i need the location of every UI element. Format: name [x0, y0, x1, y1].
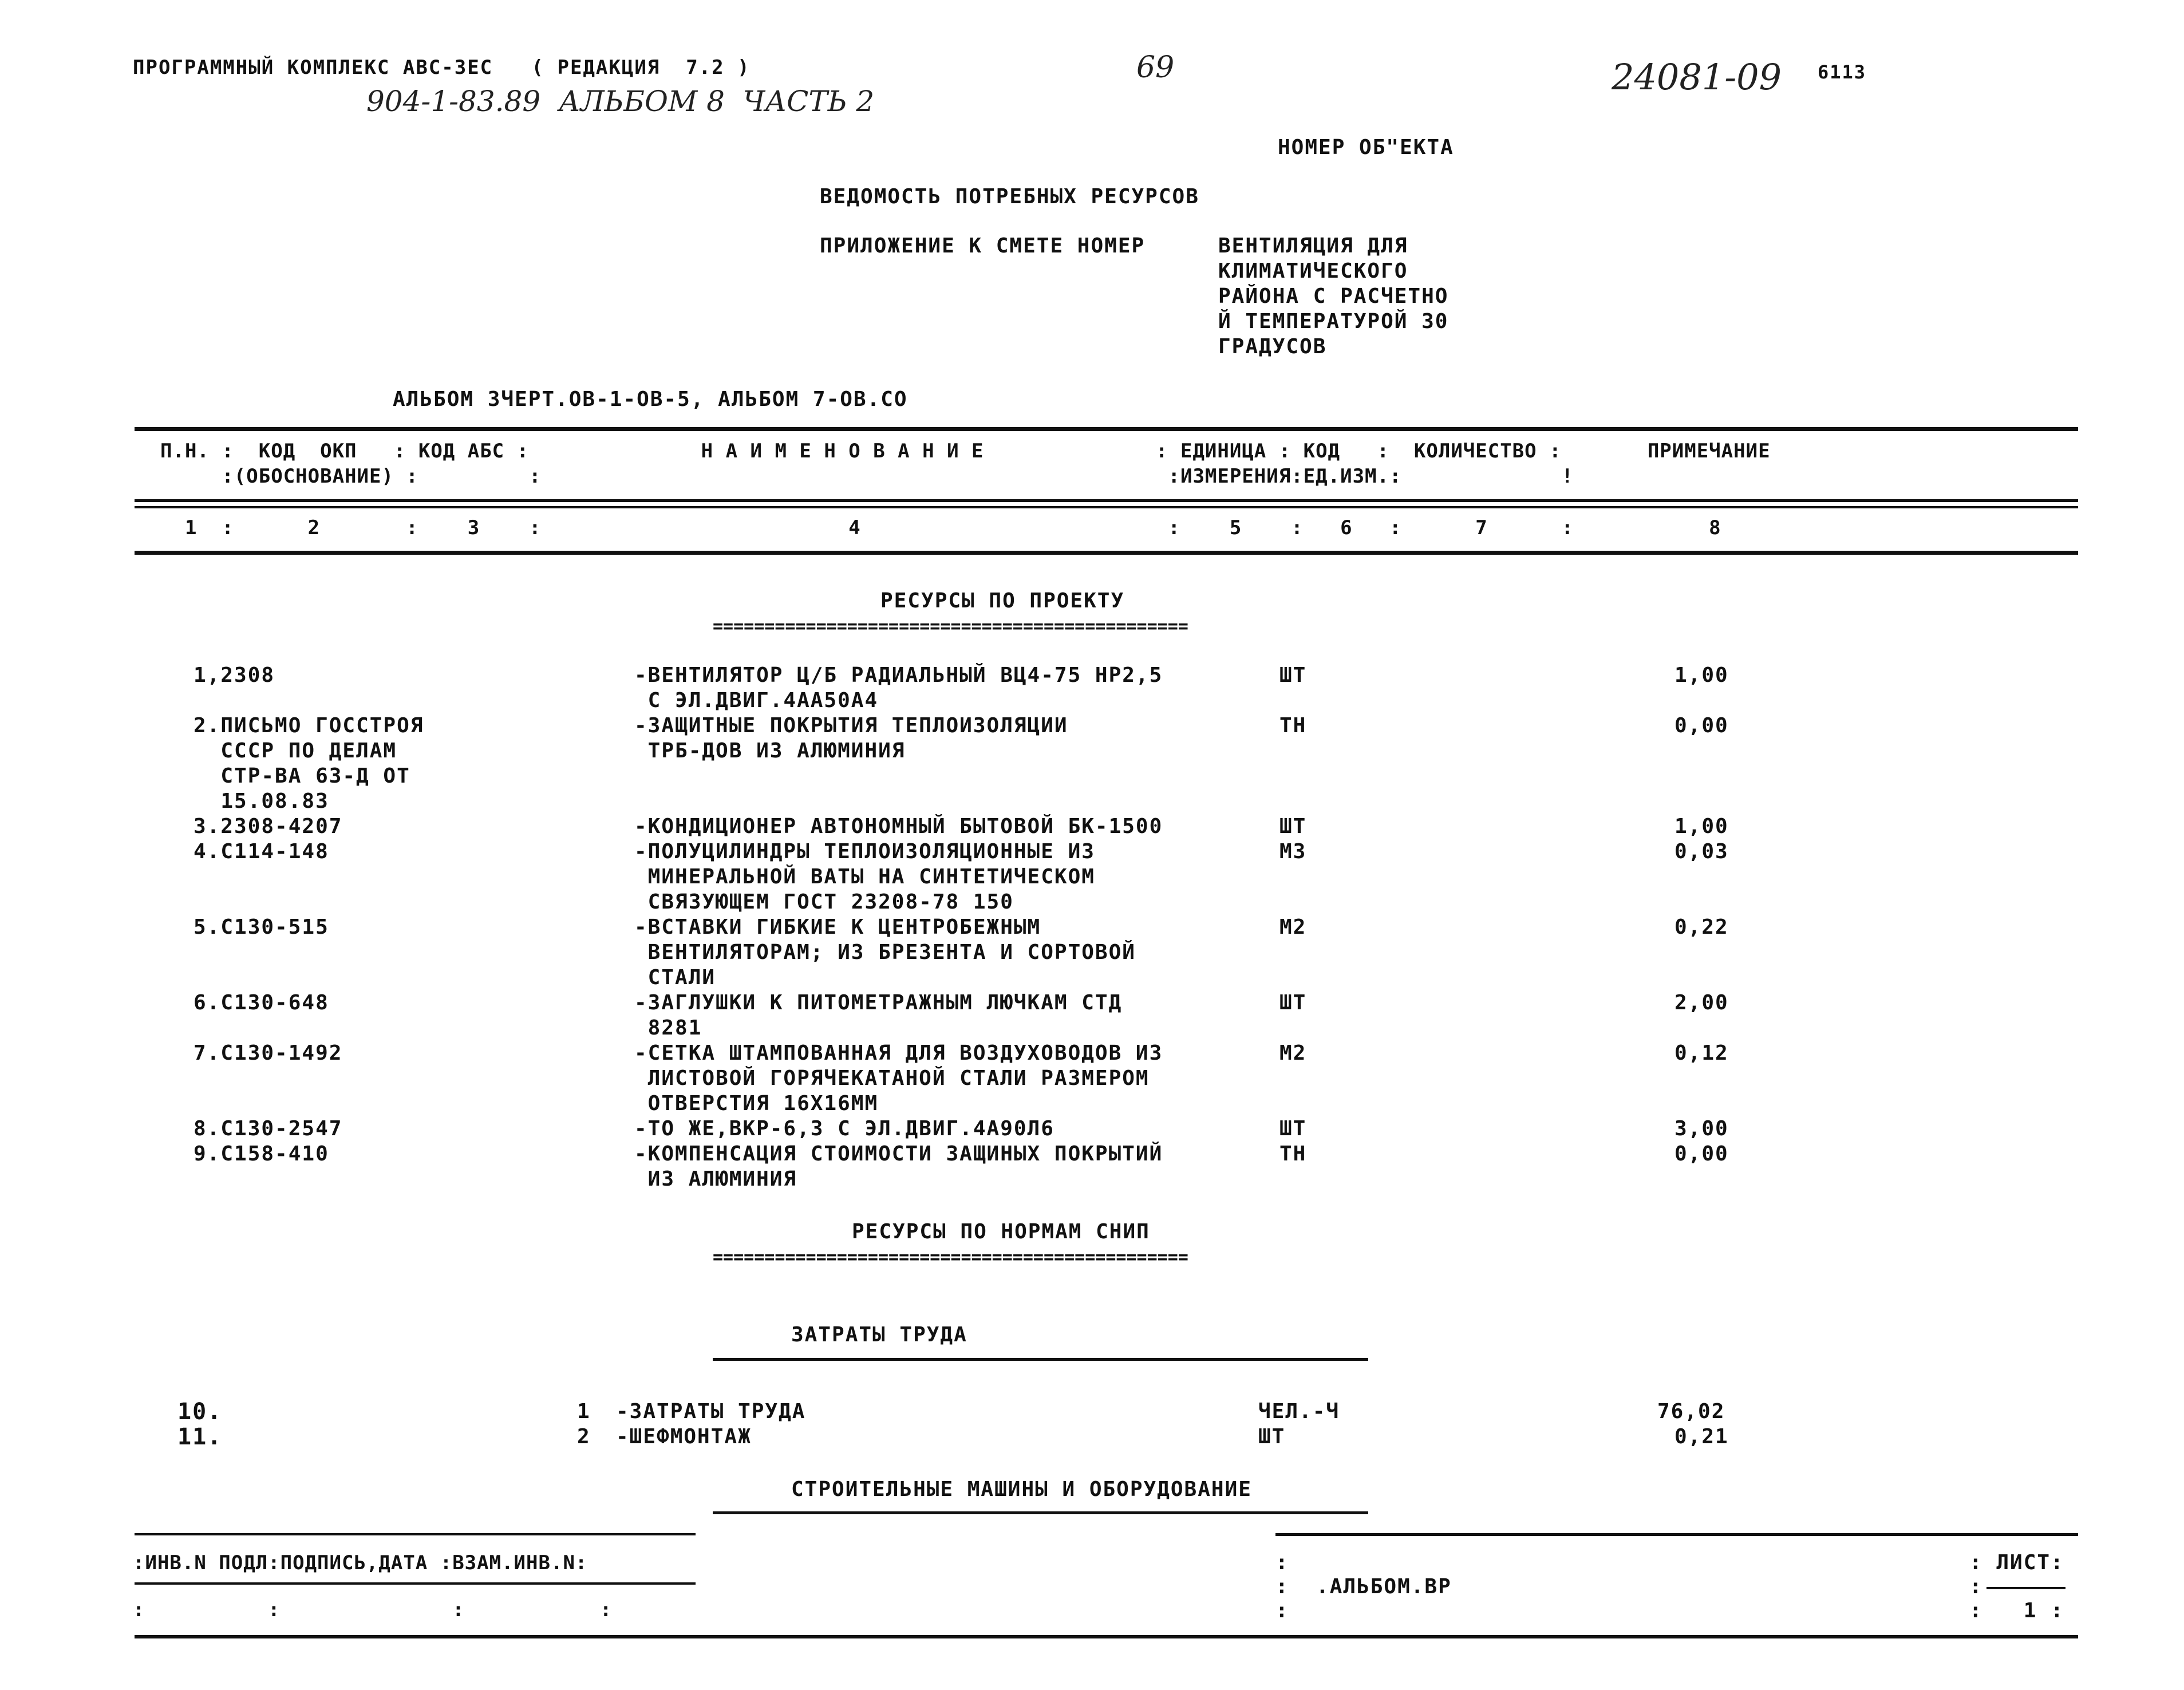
labor-row-1-unit: ЧЕЛ.-Ч	[1258, 1400, 1340, 1423]
row-1-qty: 1,00	[1674, 664, 1729, 687]
row-5-code: 5.С130-515	[193, 915, 329, 939]
labor-row-1-abs: 1	[577, 1400, 591, 1423]
footer-signature-cells: : : : :	[133, 1598, 613, 1621]
row-7-qty: 0,12	[1674, 1041, 1729, 1065]
row-2-name-line-1: -ЗАЩИТНЫЕ ПОКРЫТИЯ ТЕПЛОИЗОЛЯЦИИ	[634, 714, 1068, 737]
handwritten-series: 904-1-83.89 АЛЬБОМ 8 ЧАСТЬ 2	[366, 85, 875, 118]
program-header: ПРОГРАММНЫЙ КОМПЛЕКС АВС-3ЕС ( РЕДАКЦИЯ 7.2 )	[133, 56, 751, 79]
row-1-code: 1,2308	[193, 664, 275, 687]
table-header-rule-2	[135, 506, 2078, 508]
appendix-label: ПРИЛОЖЕНИЕ К СМЕТЕ НОМЕР	[820, 234, 1146, 258]
table-header-row-1: П.Н. : КОД ОКП : КОД АБС : Н А И М Е Н О В А Н И Е : ЕДИНИЦА : КОД : КОЛИЧЕСТВО : ПРИМЕЧАНИЕ	[160, 440, 1771, 463]
section-machines-title: СТРОИТЕЛЬНЫЕ МАШИНЫ И ОБОРУДОВАНИЕ	[791, 1478, 1252, 1501]
section-labor-underline	[713, 1358, 1368, 1361]
footer-sheet-label: : ЛИСТ:	[1969, 1551, 2064, 1574]
row-7-code: 7.С130-1492	[193, 1041, 343, 1065]
row-6-unit: ШТ	[1279, 991, 1307, 1014]
table-header-rule	[135, 499, 2078, 502]
row-8-code: 8.С130-2547	[193, 1117, 343, 1140]
row-9-qty: 0,00	[1674, 1142, 1729, 1166]
row-8-unit: ШТ	[1279, 1117, 1307, 1140]
row-2-code-line-4: 15.08.83	[193, 789, 329, 813]
row-7-name-line-3: ОТВЕРСТИЯ 16Х16ММ	[634, 1092, 879, 1115]
row-3-code: 3.2308-4207	[193, 815, 343, 838]
appendix-line-4: Й ТЕМПЕРАТУРОЙ 30	[1218, 310, 1449, 333]
object-number-label: НОМЕР ОБ"ЕКТА	[1278, 136, 1454, 159]
row-3-unit: ШТ	[1279, 815, 1307, 838]
doc-suffix: 6113	[1818, 61, 1867, 83]
labor-row-1-name: -ЗАТРАТЫ ТРУДА	[616, 1400, 806, 1423]
page-number: 69	[1136, 50, 1175, 85]
row-6-name-line-1: -ЗАГЛУШКИ К ПИТОМЕТРАЖНЫМ ЛЮЧКАМ СТД	[634, 991, 1123, 1014]
row-2-name-line-2: ТРБ-ДОВ ИЗ АЛЮМИНИЯ	[634, 739, 906, 763]
row-8-name-line-1: -ТО ЖЕ,ВКР-6,3 С ЭЛ.ДВИГ.4А90Л6	[634, 1117, 1055, 1140]
labor-row-1-num: 10.	[177, 1399, 223, 1425]
handwritten-code: 24081-09	[1612, 56, 1782, 98]
row-9-name-line-1: -КОМПЕНСАЦИЯ СТОИМОСТИ ЗАЩИНЫХ ПОКРЫТИЙ	[634, 1142, 1163, 1166]
section-machines-underline	[713, 1511, 1368, 1514]
row-2-unit: ТН	[1279, 714, 1307, 737]
row-2-code-line-3: СТР-ВА 63-Д ОТ	[193, 764, 410, 788]
footer-left-top-rule	[135, 1533, 696, 1535]
row-1-name-line-1: -ВЕНТИЛЯТОР Ц/Б РАДИАЛЬНЫЙ ВЦ4-75 НР2,5	[634, 664, 1163, 687]
row-2-code-line-1: 2.ПИСЬМО ГОССТРОЯ	[193, 714, 424, 737]
appendix-line-1: ВЕНТИЛЯЦИЯ ДЛЯ	[1218, 234, 1408, 258]
footer-mid-colon-top: :	[1275, 1551, 1289, 1574]
row-1-unit: ШТ	[1279, 664, 1307, 687]
row-3-name-line-1: -КОНДИЦИОНЕР АВТОНОМНЫЙ БЫТОВОЙ БК-1500	[634, 815, 1163, 838]
row-6-qty: 2,00	[1674, 991, 1729, 1014]
row-9-code: 9.С158-410	[193, 1142, 329, 1166]
row-6-code: 6.С130-648	[193, 991, 329, 1014]
table-header-row-2: :(ОБОСНОВАНИЕ) : : :ИЗМЕРЕНИЯ:ЕД.ИЗМ.: !	[160, 465, 1574, 488]
row-2-code-line-2: СССР ПО ДЕЛАМ	[193, 739, 397, 763]
labor-row-2-name: -ШЕФМОНТАЖ	[616, 1425, 752, 1448]
row-5-qty: 0,22	[1674, 915, 1729, 939]
labor-row-2-num: 11.	[177, 1424, 223, 1450]
footer-left-mid-rule	[135, 1582, 696, 1585]
row-5-name-line-2: ВЕНТИЛЯТОРАМ; ИЗ БРЕЗЕНТА И СОРТОВОЙ	[634, 941, 1136, 964]
column-numbers-rule	[135, 551, 2078, 555]
footer-signature-header: :ИНВ.N ПОДЛ:ПОДПИСЬ,ДАТА :ВЗАМ.ИНВ.N:	[133, 1551, 588, 1574]
footer-sheet-divider	[1986, 1587, 2065, 1589]
row-4-name-line-3: СВЯЗУЮЩЕМ ГОСТ 23208-78 150	[634, 890, 1014, 914]
footer-sheet-number: : 1 :	[1969, 1599, 2064, 1622]
footer-bottom-rule	[135, 1635, 2078, 1638]
labor-row-2-abs: 2	[577, 1425, 591, 1448]
row-7-name-line-1: -СЕТКА ШТАМПОВАННАЯ ДЛЯ ВОЗДУХОВОДОВ ИЗ	[634, 1041, 1163, 1065]
row-5-unit: М2	[1279, 915, 1307, 939]
statement-title: ВЕДОМОСТЬ ПОТРЕБНЫХ РЕСУРСОВ	[820, 185, 1199, 208]
row-6-name-line-2: 8281	[634, 1016, 702, 1040]
row-4-unit: М3	[1279, 840, 1307, 863]
section-project-title: РЕСУРСЫ ПО ПРОЕКТУ	[880, 589, 1125, 613]
labor-row-2-qty: 0,21	[1674, 1425, 1729, 1448]
footer-mid-colon-bottom: :	[1275, 1599, 1289, 1622]
row-4-name-line-2: МИНЕРАЛЬНОЙ ВАТЫ НА СИНТЕТИЧЕСКОМ	[634, 865, 1095, 889]
appendix-line-3: РАЙОНА С РАСЧЕТНО	[1218, 285, 1449, 308]
row-7-name-line-2: ЛИСТОВОЙ ГОРЯЧЕКАТАНОЙ СТАЛИ РАЗМЕРОМ	[634, 1067, 1150, 1090]
section-project-underline: ==============================================	[713, 617, 1188, 637]
appendix-line-5: ГРАДУСОВ	[1218, 335, 1327, 358]
row-2-qty: 0,00	[1674, 714, 1729, 737]
labor-row-1-qty: 76,02	[1657, 1400, 1725, 1423]
labor-row-2-unit: ШТ	[1258, 1425, 1286, 1448]
row-9-unit: ТН	[1279, 1142, 1307, 1166]
footer-right-top-rule	[1275, 1533, 2078, 1536]
album-reference: АЛЬБОМ 3ЧЕРТ.ОВ-1-ОВ-5, АЛЬБОМ 7-ОВ.СО	[393, 388, 908, 411]
row-4-name-line-1: -ПОЛУЦИЛИНДРЫ ТЕПЛОИЗОЛЯЦИОННЫЕ ИЗ	[634, 840, 1095, 863]
section-norms-title: РЕСУРСЫ ПО НОРМАМ СНИП	[852, 1220, 1150, 1243]
row-3-qty: 1,00	[1674, 815, 1729, 838]
row-9-name-line-2: ИЗ АЛЮМИНИЯ	[634, 1167, 797, 1191]
section-labor-title: ЗАТРАТЫ ТРУДА	[791, 1323, 967, 1347]
table-top-rule	[135, 427, 2078, 431]
footer-sheet-separator: :	[1969, 1575, 1983, 1598]
section-norms-underline: ==============================================	[713, 1247, 1188, 1268]
row-1-name-line-2: С ЭЛ.ДВИГ.4АА50А4	[634, 689, 879, 712]
appendix-line-2: КЛИМАТИЧЕСКОГО	[1218, 259, 1408, 283]
row-5-name-line-3: СТАЛИ	[634, 966, 716, 989]
row-8-qty: 3,00	[1674, 1117, 1729, 1140]
row-4-code: 4.С114-148	[193, 840, 329, 863]
footer-album-label: : .АЛЬБОМ.ВР	[1275, 1575, 1452, 1598]
row-7-unit: М2	[1279, 1041, 1307, 1065]
row-4-qty: 0,03	[1674, 840, 1729, 863]
column-numbers: 1 : 2 : 3 : 4 : 5 : 6 : 7 : 8	[160, 516, 1721, 539]
row-5-name-line-1: -ВСТАВКИ ГИБКИЕ К ЦЕНТРОБЕЖНЫМ	[634, 915, 1041, 939]
